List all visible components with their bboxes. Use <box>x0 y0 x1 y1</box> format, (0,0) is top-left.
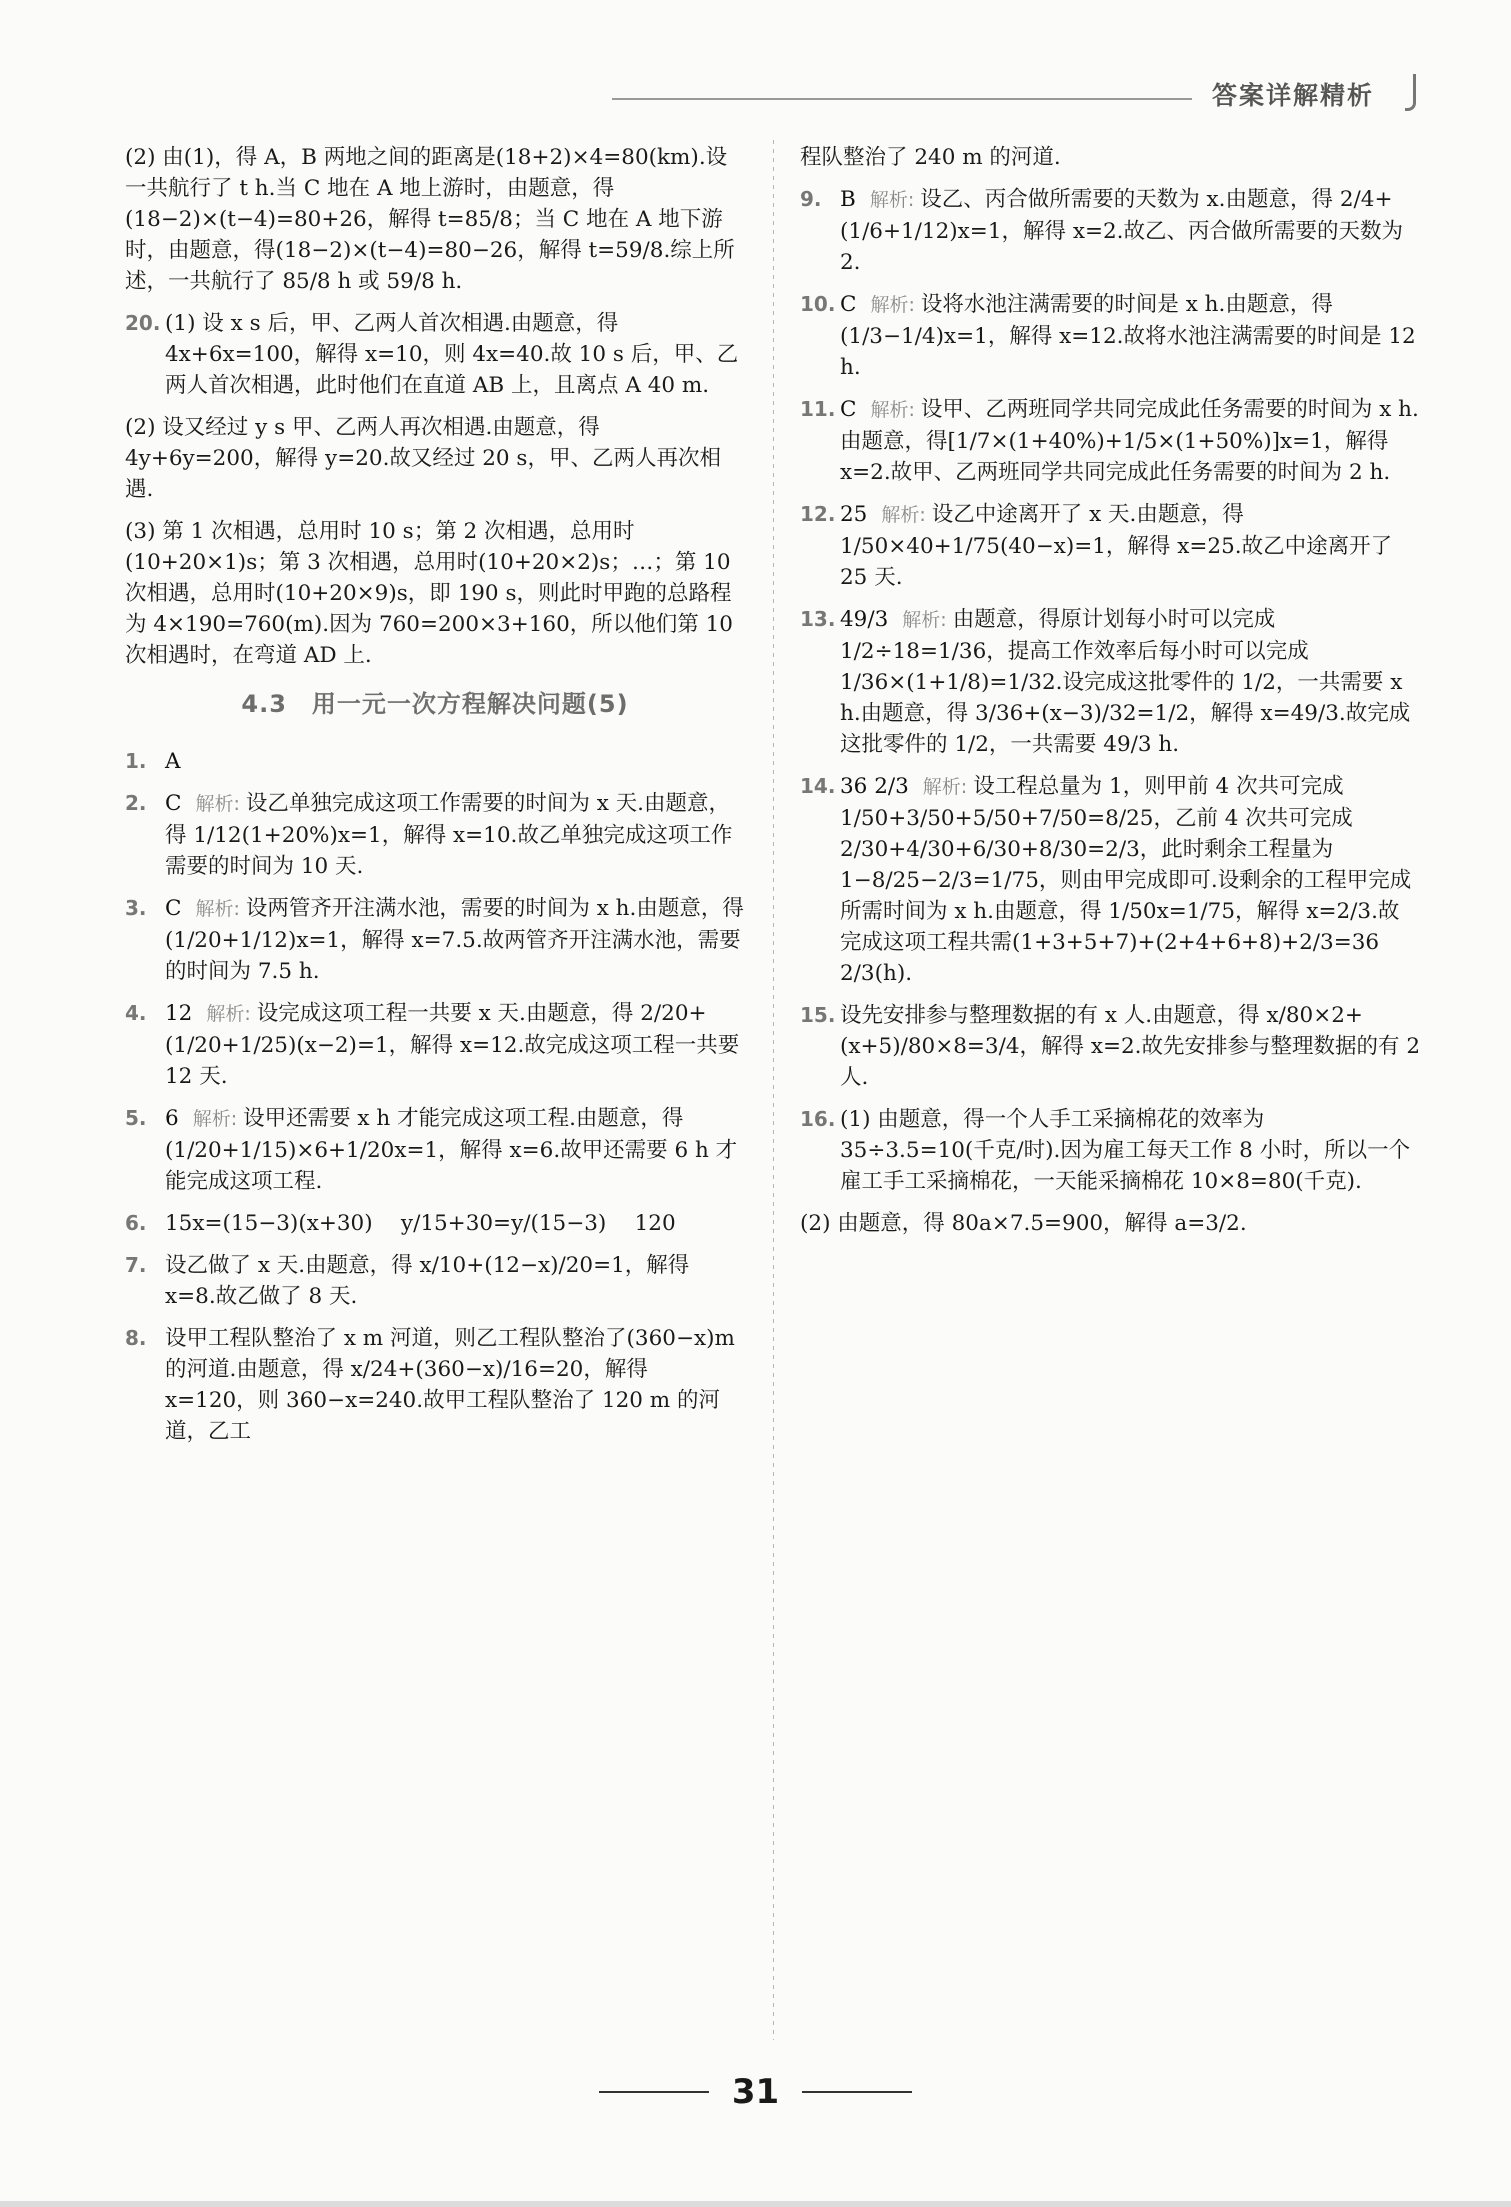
page-number-rule-left <box>599 2091 709 2093</box>
answer-item <box>800 1000 1427 1093</box>
answer-value: C <box>165 896 182 921</box>
answer-item <box>800 394 1420 488</box>
answer-item <box>125 1208 745 1239</box>
question-number: 10. <box>800 292 836 316</box>
question-number: 2. <box>125 791 147 815</box>
solution-text: 设甲、乙两班同学共同完成此任务需要的时间为 x h.由题意，得[1/7×(1+40%)+1/5×(1+50%)]x=1，解得 x=2.故甲、乙两班同学共同完成此任务需要的时间为 2 h. <box>840 397 1419 485</box>
section-title: 4.3 用一元一次方程解决问题(5) <box>241 690 629 718</box>
solution-text: 设两管齐开注满水池，需要的时间为 x h.由题意，得(1/20+1/12)x=1，解得 x=7.5.故两管齐开注满水池，需要的时间为 7.5 h. <box>165 896 744 984</box>
question-number: 14. <box>800 774 836 798</box>
column-divider <box>773 140 774 2040</box>
solution-text: (2) 由(1)，得 A，B 两地之间的距离是(18+2)×4=80(km).设一共航行了 t h.当 C 地在 A 地上游时，由题意，得(18−2)×(t−4)=80+26，解得 t=85/8；当 C 地在 A 地下游时，由题意，得(18−2)×(t−4)=80−26，解得 t=59/8.综上所述，一共航行了 85/8 h 或 59/8 h. <box>125 145 735 294</box>
answer-item <box>800 289 1423 383</box>
answer-item <box>800 771 1420 989</box>
answer-item <box>800 1208 1420 1239</box>
question-number: 20. <box>125 311 161 335</box>
analysis-label: 解析: <box>870 294 915 316</box>
question-number: 15. <box>800 1003 836 1027</box>
answer-value: 6 <box>165 1106 179 1131</box>
analysis-label: 解析: <box>206 1003 251 1025</box>
right-column <box>800 142 1427 1250</box>
analysis-label: 解析: <box>869 189 915 211</box>
answer-value: C <box>840 292 857 317</box>
page-number: 31 <box>731 2072 780 2112</box>
answer-item <box>125 1103 745 1197</box>
left-column <box>125 142 745 1458</box>
header-rule <box>612 98 1192 100</box>
analysis-label: 解析: <box>922 776 968 798</box>
answer-item <box>125 1323 745 1447</box>
answer-item <box>125 998 745 1092</box>
analysis-label: 解析: <box>195 898 240 920</box>
solution-text: (2) 由题意，得 80a×7.5=900，解得 a=3/2. <box>800 1211 1247 1236</box>
answer-value: B <box>840 187 856 212</box>
solution-text: 由题意，得原计划每小时可以完成 1/2÷18=1/36，提高工作效率后每小时可以完成 1/36×(1+1/8)=1/32.设完成这批零件的 1/2，一共需要 x h.由题意，得 3/36+(x−3)/32=1/2，解得 x=49/3.故完成这批零件的 1/2，一共需要 49/3 h. <box>840 607 1411 757</box>
header-title: 答案详解精析 <box>1212 81 1375 110</box>
solution-text: (1) 设 x s 后，甲、乙两人首次相遇.由题意，得 4x+6x=100，解得 x=10，则 4x=40.故 10 s 后，甲、乙两人首次相遇，此时他们在直道 AB 上，且离点 A 40 m. <box>165 311 739 398</box>
answer-value: C <box>840 397 857 422</box>
bottom-edge <box>0 2201 1511 2207</box>
question-number: 6. <box>125 1211 147 1235</box>
question-number: 7. <box>125 1253 147 1277</box>
analysis-label: 解析: <box>870 399 915 421</box>
answer-value: 49/3 <box>840 607 889 632</box>
answer-value: C <box>165 791 182 816</box>
answer-item <box>125 142 745 297</box>
analysis-label: 解析: <box>195 793 240 815</box>
answer-item <box>125 308 745 401</box>
question-number: 16. <box>800 1107 836 1131</box>
answer-item <box>800 184 1420 278</box>
question-number: 3. <box>125 896 147 920</box>
solution-text: 设乙、丙合做所需要的天数为 x.由题意，得 2/4+(1/6+1/12)x=1，解得 x=2.故乙、丙合做所需要的天数为 2. <box>840 187 1410 275</box>
answer-item <box>125 893 745 987</box>
solution-text: (1) 由题意，得一个人手工采摘棉花的效率为 35÷3.5=10(千克/时).因为雇工每天工作 8 小时，所以一个雇工手工采摘棉花，一天能采摘棉花 10×8=80(千克). <box>840 1107 1411 1194</box>
answer-item <box>125 746 745 777</box>
answer-item <box>125 788 745 882</box>
solution-text: 设甲还需要 x h 才能完成这项工程.由题意，得(1/20+1/15)×6+1/20x=1，解得 x=6.故甲还需要 6 h 才能完成这项工程. <box>165 1106 738 1194</box>
question-number: 11. <box>800 397 836 421</box>
solution-text: 设乙单独完成这项工作需要的时间为 x 天.由题意，得 1/12(1+20%)x=1，解得 x=10.故乙单独完成这项工作需要的时间为 10 天. <box>165 791 733 879</box>
question-number: 12. <box>800 502 836 526</box>
solution-text: 程队整治了 240 m 的河道. <box>800 145 1061 170</box>
answer-value: 12 <box>165 1001 193 1026</box>
solution-text: (2) 设又经过 y s 甲、乙两人再次相遇.由题意，得 4y+6y=200，解得 y=20.故又经过 20 s，甲、乙两人再次相遇. <box>125 415 721 502</box>
question-number: 4. <box>125 1001 147 1025</box>
solution-text: 设甲工程队整治了 x m 河道，则乙工程队整治了(360−x)m 的河道.由题意，得 x/24+(360−x)/16=20，解得 x=120，则 360−x=240.故甲工程队整治了 120 m 的河道，乙工 <box>165 1326 742 1444</box>
answer-item <box>800 142 1420 173</box>
answer-value: A <box>165 749 181 774</box>
answer-value: 25 <box>840 502 868 527</box>
answer-item <box>125 1250 745 1312</box>
question-number: 9. <box>800 187 822 211</box>
header-bracket-mark <box>1405 74 1416 111</box>
solution-text: 15x=(15−3)(x+30) y/15+30=y/(15−3) 120 <box>165 1211 676 1236</box>
question-number: 1. <box>125 749 147 773</box>
answer-item <box>125 412 745 505</box>
page-number-rule-right <box>802 2091 912 2093</box>
page-number-area <box>0 2072 1511 2112</box>
answer-item <box>125 516 745 671</box>
answer-value: 36 2/3 <box>840 774 909 799</box>
answer-item <box>800 1104 1420 1197</box>
solution-text: 设完成这项工程一共要 x 天.由题意，得 2/20+(1/20+1/25)(x−2)=1，解得 x=12.故完成这项工程一共要 12 天. <box>165 1001 747 1089</box>
solution-text: 设工程总量为 1，则甲前 4 次共可完成 1/50+3/50+5/50+7/50=8/25，乙前 4 次共可完成 2/30+4/30+6/30+8/30=2/3，此时剩余工程量为 1−8/25−2/3=1/75，则由甲完成即可.设剩余的工程甲完成所需时间为 x h.由题意，得 1/50x=1/75，解得 x=2/3.故完成这项工程共需(1+3+5+7)+(2+4+6+8)+2/3=36 2/3(h). <box>840 774 1412 986</box>
solution-text: 设将水池注满需要的时间是 x h.由题意，得(1/3−1/4)x=1，解得 x=12.故将水池注满需要的时间是 12 h. <box>840 292 1423 380</box>
analysis-label: 解析: <box>192 1108 238 1130</box>
question-number: 8. <box>125 1326 147 1350</box>
question-number: 5. <box>125 1106 147 1130</box>
solution-text: (3) 第 1 次相遇，总用时 10 s；第 2 次相遇，总用时(10+20×1)s；第 3 次相遇，总用时(10+20×2)s；…；第 10 次相遇，总用时(10+20×9)s，即 190 s，则此时甲跑的总路程为 4×190=760(m).因为 760=200×3+160，所以他们第 10 次相遇时，在弯道 AD 上. <box>125 519 740 668</box>
answer-item <box>800 499 1420 593</box>
solution-text: 设先安排参与整理数据的有 x 人.由题意，得 x/80×2+(x+5)/80×8=3/4，解得 x=2.故先安排参与整理数据的有 2 人. <box>840 1003 1427 1090</box>
question-number: 13. <box>800 607 836 631</box>
analysis-label: 解析: <box>902 609 947 631</box>
solution-text: 设乙做了 x 天.由题意，得 x/10+(12−x)/20=1，解得 x=8.故乙做了 8 天. <box>165 1253 697 1309</box>
analysis-label: 解析: <box>881 504 926 526</box>
answer-item <box>800 604 1420 760</box>
solution-text: 设乙中途离开了 x 天.由题意，得 1/50×40+1/75(40−x)=1，解得 x=25.故乙中途离开了 25 天. <box>840 502 1399 590</box>
